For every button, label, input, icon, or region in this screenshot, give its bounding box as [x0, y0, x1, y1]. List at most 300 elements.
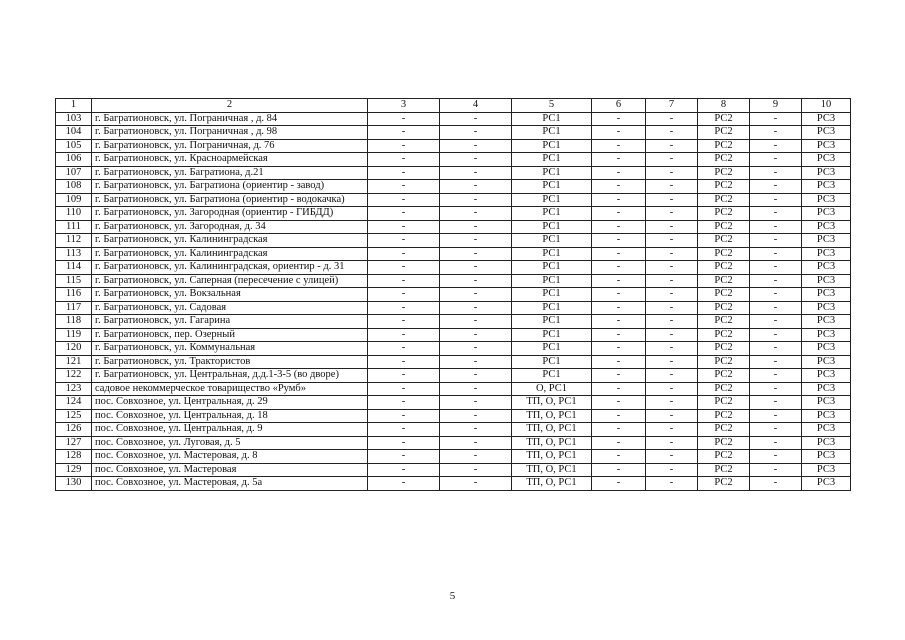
table-row [56, 126, 851, 140]
address-cell: г. Багратионовск, ул. Багратиона (ориентир - завод) [92, 180, 368, 194]
col6-cell: - [592, 301, 646, 315]
col6-cell: - [592, 247, 646, 261]
col4-cell: - [440, 288, 512, 302]
col5-cell: РС1 [512, 342, 592, 356]
col3-cell: - [368, 126, 440, 140]
table-row [56, 342, 851, 356]
col4-cell: - [440, 139, 512, 153]
address-cell: г. Багратионовск, ул. Пограничная , д. 84 [92, 112, 368, 126]
col5-cell: РС1 [512, 112, 592, 126]
col3-cell: - [368, 301, 440, 315]
col8-cell: РС2 [698, 234, 750, 248]
col3-cell: - [368, 342, 440, 356]
col9-cell: - [750, 450, 802, 464]
col9-cell: - [750, 247, 802, 261]
row-number-cell: 120 [56, 342, 92, 356]
col7-cell: - [646, 234, 698, 248]
col5-cell: ТП, О, РС1 [512, 409, 592, 423]
col3-cell: - [368, 193, 440, 207]
col5-cell: ТП, О, РС1 [512, 450, 592, 464]
row-number-cell: 125 [56, 409, 92, 423]
col5-cell: ТП, О, РС1 [512, 396, 592, 410]
col4-cell: - [440, 153, 512, 167]
col6-cell: - [592, 139, 646, 153]
col3-cell: - [368, 139, 440, 153]
col4-cell: - [440, 112, 512, 126]
row-number-cell: 117 [56, 301, 92, 315]
col6-cell: - [592, 193, 646, 207]
col10-cell: РС3 [802, 342, 851, 356]
col6-cell: - [592, 274, 646, 288]
col9-cell: - [750, 220, 802, 234]
row-number-cell: 124 [56, 396, 92, 410]
col9-cell: - [750, 153, 802, 167]
col5-cell: РС1 [512, 355, 592, 369]
row-number-cell: 110 [56, 207, 92, 221]
col7-cell: - [646, 220, 698, 234]
table-row [56, 382, 851, 396]
col10-cell: РС3 [802, 166, 851, 180]
col5-cell: РС1 [512, 315, 592, 329]
col8-cell: РС2 [698, 126, 750, 140]
header-cell: 5 [512, 99, 592, 113]
col8-cell: РС2 [698, 166, 750, 180]
col3-cell: - [368, 355, 440, 369]
col6-cell: - [592, 126, 646, 140]
col5-cell: РС1 [512, 139, 592, 153]
col8-cell: РС2 [698, 436, 750, 450]
table-row [56, 355, 851, 369]
col7-cell: - [646, 355, 698, 369]
col4-cell: - [440, 342, 512, 356]
col4-cell: - [440, 423, 512, 437]
col7-cell: - [646, 450, 698, 464]
col9-cell: - [750, 288, 802, 302]
address-cell: г. Багратионовск, ул. Красноармейская [92, 153, 368, 167]
page-number: 5 [449, 590, 456, 602]
table-row [56, 409, 851, 423]
row-number-cell: 130 [56, 477, 92, 491]
table-row [56, 112, 851, 126]
col6-cell: - [592, 409, 646, 423]
col4-cell: - [440, 328, 512, 342]
address-cell: г. Багратионовск, ул. Саперная (пересечение с улицей) [92, 274, 368, 288]
table-row [56, 301, 851, 315]
col3-cell: - [368, 436, 440, 450]
col9-cell: - [750, 423, 802, 437]
col5-cell: РС1 [512, 247, 592, 261]
col4-cell: - [440, 207, 512, 221]
col10-cell: РС3 [802, 423, 851, 437]
col7-cell: - [646, 261, 698, 275]
address-cell: пос. Совхозное, ул. Мастеровая, д. 8 [92, 450, 368, 464]
col5-cell: РС1 [512, 274, 592, 288]
col7-cell: - [646, 436, 698, 450]
col8-cell: РС2 [698, 423, 750, 437]
row-number-cell: 107 [56, 166, 92, 180]
col9-cell: - [750, 261, 802, 275]
col6-cell: - [592, 463, 646, 477]
col10-cell: РС3 [802, 301, 851, 315]
col9-cell: - [750, 463, 802, 477]
row-number-cell: 123 [56, 382, 92, 396]
col10-cell: РС3 [802, 288, 851, 302]
address-cell: г. Багратионовск, ул. Багратиона, д.21 [92, 166, 368, 180]
address-cell: пос. Совхозное, ул. Мастеровая, д. 5а [92, 477, 368, 491]
col4-cell: - [440, 301, 512, 315]
row-number-cell: 109 [56, 193, 92, 207]
col8-cell: РС2 [698, 153, 750, 167]
col7-cell: - [646, 342, 698, 356]
col7-cell: - [646, 126, 698, 140]
col3-cell: - [368, 409, 440, 423]
col3-cell: - [368, 274, 440, 288]
col6-cell: - [592, 261, 646, 275]
col6-cell: - [592, 166, 646, 180]
col8-cell: РС2 [698, 274, 750, 288]
table-row [56, 247, 851, 261]
col6-cell: - [592, 342, 646, 356]
address-cell: г. Багратионовск, ул. Калининградская [92, 234, 368, 248]
col10-cell: РС3 [802, 274, 851, 288]
table-row [56, 139, 851, 153]
header-cell: 7 [646, 99, 698, 113]
col4-cell: - [440, 355, 512, 369]
col10-cell: РС3 [802, 396, 851, 410]
col10-cell: РС3 [802, 112, 851, 126]
row-number-cell: 111 [56, 220, 92, 234]
col5-cell: РС1 [512, 369, 592, 383]
col9-cell: - [750, 396, 802, 410]
row-number-cell: 113 [56, 247, 92, 261]
col8-cell: РС2 [698, 220, 750, 234]
row-number-cell: 128 [56, 450, 92, 464]
col10-cell: РС3 [802, 369, 851, 383]
table-row [56, 207, 851, 221]
col7-cell: - [646, 382, 698, 396]
col7-cell: - [646, 166, 698, 180]
col10-cell: РС3 [802, 328, 851, 342]
row-number-cell: 129 [56, 463, 92, 477]
col5-cell: ТП, О, РС1 [512, 463, 592, 477]
col9-cell: - [750, 409, 802, 423]
table-row [56, 220, 851, 234]
col8-cell: РС2 [698, 261, 750, 275]
col3-cell: - [368, 423, 440, 437]
col8-cell: РС2 [698, 315, 750, 329]
col7-cell: - [646, 153, 698, 167]
col4-cell: - [440, 220, 512, 234]
col3-cell: - [368, 450, 440, 464]
col9-cell: - [750, 301, 802, 315]
col10-cell: РС3 [802, 477, 851, 491]
row-number-cell: 115 [56, 274, 92, 288]
col3-cell: - [368, 382, 440, 396]
col6-cell: - [592, 477, 646, 491]
col9-cell: - [750, 382, 802, 396]
col10-cell: РС3 [802, 315, 851, 329]
col5-cell: РС1 [512, 207, 592, 221]
col4-cell: - [440, 409, 512, 423]
table-row [56, 423, 851, 437]
table-row [56, 436, 851, 450]
col3-cell: - [368, 112, 440, 126]
col6-cell: - [592, 450, 646, 464]
header-cell: 1 [56, 99, 92, 113]
col8-cell: РС2 [698, 139, 750, 153]
address-cell: пос. Совхозное, ул. Центральная, д. 29 [92, 396, 368, 410]
table-row [56, 369, 851, 383]
col5-cell: РС1 [512, 193, 592, 207]
row-number-cell: 112 [56, 234, 92, 248]
col6-cell: - [592, 436, 646, 450]
col10-cell: РС3 [802, 355, 851, 369]
col5-cell: РС1 [512, 220, 592, 234]
address-cell: г. Багратионовск, ул. Калининградская, ориентир - д. 31 [92, 261, 368, 275]
col8-cell: РС2 [698, 450, 750, 464]
col8-cell: РС2 [698, 288, 750, 302]
col3-cell: - [368, 247, 440, 261]
col9-cell: - [750, 477, 802, 491]
table-row [56, 315, 851, 329]
col3-cell: - [368, 369, 440, 383]
col8-cell: РС2 [698, 382, 750, 396]
row-number-cell: 106 [56, 153, 92, 167]
col5-cell: РС1 [512, 180, 592, 194]
col6-cell: - [592, 328, 646, 342]
row-number-cell: 127 [56, 436, 92, 450]
col3-cell: - [368, 288, 440, 302]
col8-cell: РС2 [698, 207, 750, 221]
address-cell: г. Багратионовск, ул. Гагарина [92, 315, 368, 329]
col9-cell: - [750, 112, 802, 126]
table-row [56, 477, 851, 491]
col7-cell: - [646, 315, 698, 329]
col3-cell: - [368, 328, 440, 342]
col8-cell: РС2 [698, 477, 750, 491]
col8-cell: РС2 [698, 301, 750, 315]
row-number-cell: 104 [56, 126, 92, 140]
col7-cell: - [646, 463, 698, 477]
address-cell: г. Багратионовск, ул. Трактористов [92, 355, 368, 369]
address-cell: г. Багратионовск, ул. Загородная, д. 34 [92, 220, 368, 234]
col10-cell: РС3 [802, 153, 851, 167]
col5-cell: РС1 [512, 234, 592, 248]
col3-cell: - [368, 234, 440, 248]
col5-cell: РС1 [512, 328, 592, 342]
col8-cell: РС2 [698, 409, 750, 423]
address-cell: г. Багратионовск, ул. Калининградская [92, 247, 368, 261]
table-row [56, 396, 851, 410]
col3-cell: - [368, 477, 440, 491]
address-cell: г. Багратионовск, ул. Центральная, д.д.1-3-5 (во дворе) [92, 369, 368, 383]
col4-cell: - [440, 126, 512, 140]
table-row [56, 288, 851, 302]
col8-cell: РС2 [698, 328, 750, 342]
col6-cell: - [592, 180, 646, 194]
col9-cell: - [750, 436, 802, 450]
table-row [56, 193, 851, 207]
col10-cell: РС3 [802, 261, 851, 275]
header-cell: 8 [698, 99, 750, 113]
address-cell: г. Багратионовск, ул. Садовая [92, 301, 368, 315]
col6-cell: - [592, 288, 646, 302]
col10-cell: РС3 [802, 193, 851, 207]
col4-cell: - [440, 315, 512, 329]
col4-cell: - [440, 247, 512, 261]
table-row [56, 450, 851, 464]
col10-cell: РС3 [802, 180, 851, 194]
address-cell: г. Багратионовск, ул. Коммунальная [92, 342, 368, 356]
col8-cell: РС2 [698, 193, 750, 207]
col6-cell: - [592, 423, 646, 437]
col4-cell: - [440, 261, 512, 275]
col7-cell: - [646, 301, 698, 315]
col9-cell: - [750, 166, 802, 180]
col7-cell: - [646, 247, 698, 261]
col6-cell: - [592, 112, 646, 126]
col9-cell: - [750, 207, 802, 221]
table-row [56, 166, 851, 180]
header-cell: 9 [750, 99, 802, 113]
col4-cell: - [440, 436, 512, 450]
col6-cell: - [592, 315, 646, 329]
col5-cell: РС1 [512, 126, 592, 140]
col3-cell: - [368, 166, 440, 180]
col6-cell: - [592, 153, 646, 167]
col9-cell: - [750, 342, 802, 356]
address-cell: г. Багратионовск, ул. Пограничная , д. 98 [92, 126, 368, 140]
address-cell: пос. Совхозное, ул. Мастеровая [92, 463, 368, 477]
col6-cell: - [592, 355, 646, 369]
col4-cell: - [440, 166, 512, 180]
col10-cell: РС3 [802, 207, 851, 221]
col5-cell: РС1 [512, 301, 592, 315]
col4-cell: - [440, 463, 512, 477]
col9-cell: - [750, 328, 802, 342]
address-cell: г. Багратионовск, пер. Озерный [92, 328, 368, 342]
col7-cell: - [646, 396, 698, 410]
col6-cell: - [592, 234, 646, 248]
col7-cell: - [646, 477, 698, 491]
col3-cell: - [368, 153, 440, 167]
table-row [56, 180, 851, 194]
row-number-cell: 121 [56, 355, 92, 369]
address-cell: г. Багратионовск, ул. Вокзальная [92, 288, 368, 302]
col9-cell: - [750, 126, 802, 140]
col9-cell: - [750, 369, 802, 383]
col10-cell: РС3 [802, 220, 851, 234]
col5-cell: О, РС1 [512, 382, 592, 396]
col10-cell: РС3 [802, 450, 851, 464]
col7-cell: - [646, 139, 698, 153]
col5-cell: РС1 [512, 153, 592, 167]
col9-cell: - [750, 139, 802, 153]
col3-cell: - [368, 207, 440, 221]
col4-cell: - [440, 180, 512, 194]
col9-cell: - [750, 234, 802, 248]
col7-cell: - [646, 409, 698, 423]
col10-cell: РС3 [802, 247, 851, 261]
row-number-cell: 126 [56, 423, 92, 437]
col5-cell: РС1 [512, 288, 592, 302]
address-cell: пос. Совхозное, ул. Центральная, д. 9 [92, 423, 368, 437]
col7-cell: - [646, 180, 698, 194]
col10-cell: РС3 [802, 436, 851, 450]
table-row [56, 153, 851, 167]
header-cell: 10 [802, 99, 851, 113]
address-cell: г. Багратионовск, ул. Пограничная, д. 76 [92, 139, 368, 153]
col4-cell: - [440, 193, 512, 207]
col8-cell: РС2 [698, 355, 750, 369]
row-number-cell: 103 [56, 112, 92, 126]
header-cell: 3 [368, 99, 440, 113]
row-number-cell: 116 [56, 288, 92, 302]
col7-cell: - [646, 423, 698, 437]
header-cell: 6 [592, 99, 646, 113]
col8-cell: РС2 [698, 463, 750, 477]
col5-cell: ТП, О, РС1 [512, 436, 592, 450]
address-cell: г. Багратионовск, ул. Багратиона (ориентир - водокачка) [92, 193, 368, 207]
col10-cell: РС3 [802, 463, 851, 477]
col10-cell: РС3 [802, 234, 851, 248]
col3-cell: - [368, 261, 440, 275]
address-cell: г. Багратионовск, ул. Загородная (ориентир - ГИБДД) [92, 207, 368, 221]
table-body [56, 99, 851, 491]
row-number-cell: 119 [56, 328, 92, 342]
row-number-cell: 108 [56, 180, 92, 194]
table-row [56, 234, 851, 248]
col6-cell: - [592, 382, 646, 396]
table-row [56, 328, 851, 342]
col5-cell: ТП, О, РС1 [512, 423, 592, 437]
data-table [55, 98, 851, 491]
address-cell: садовое некоммерческое товарищество «Румб» [92, 382, 368, 396]
col7-cell: - [646, 328, 698, 342]
col7-cell: - [646, 207, 698, 221]
address-cell: пос. Совхозное, ул. Центральная, д. 18 [92, 409, 368, 423]
col10-cell: РС3 [802, 382, 851, 396]
header-cell: 2 [92, 99, 368, 113]
col4-cell: - [440, 274, 512, 288]
col9-cell: - [750, 315, 802, 329]
col3-cell: - [368, 463, 440, 477]
row-number-cell: 114 [56, 261, 92, 275]
col6-cell: - [592, 207, 646, 221]
col9-cell: - [750, 355, 802, 369]
col8-cell: РС2 [698, 342, 750, 356]
table-row [56, 261, 851, 275]
col10-cell: РС3 [802, 139, 851, 153]
col7-cell: - [646, 274, 698, 288]
col7-cell: - [646, 369, 698, 383]
col7-cell: - [646, 112, 698, 126]
col8-cell: РС2 [698, 112, 750, 126]
col3-cell: - [368, 220, 440, 234]
col8-cell: РС2 [698, 247, 750, 261]
col3-cell: - [368, 180, 440, 194]
col7-cell: - [646, 288, 698, 302]
table-row [56, 274, 851, 288]
col5-cell: РС1 [512, 261, 592, 275]
col9-cell: - [750, 180, 802, 194]
row-number-cell: 105 [56, 139, 92, 153]
col5-cell: РС1 [512, 166, 592, 180]
col4-cell: - [440, 369, 512, 383]
col8-cell: РС2 [698, 180, 750, 194]
col6-cell: - [592, 220, 646, 234]
table-row [56, 463, 851, 477]
